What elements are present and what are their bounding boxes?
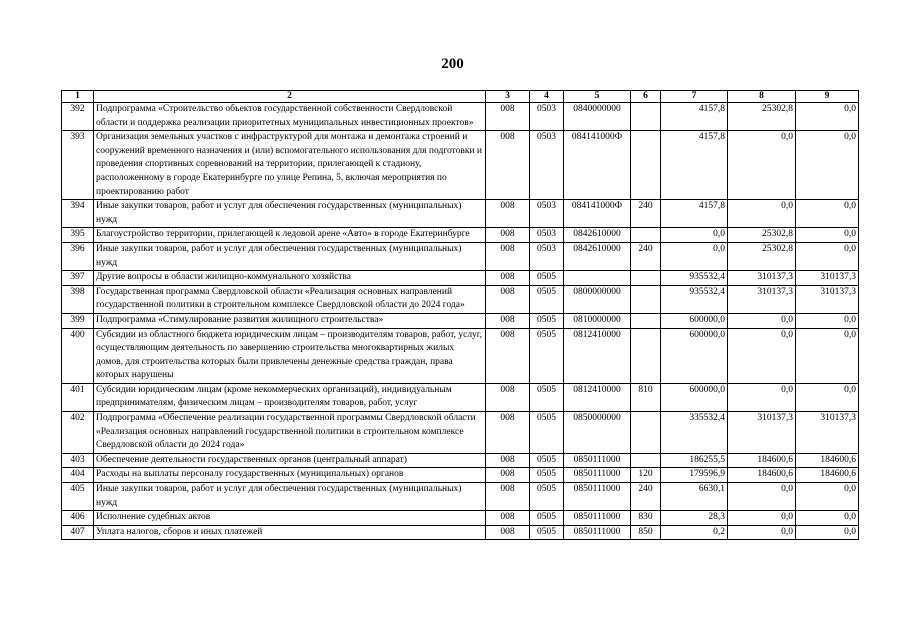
target-code: 0812410000 [564, 328, 631, 383]
section-code: 0505 [530, 313, 564, 328]
section-code: 0505 [530, 383, 564, 411]
row-name: Иные закупки товаров, работ и услуг для обеспечения государственных (муниципальных) нужд [94, 200, 486, 228]
header-col-7: 7 [661, 91, 728, 103]
amount-col-8: 0,0 [728, 131, 796, 200]
amount-col-9: 0,0 [796, 228, 859, 243]
row-number: 394 [62, 200, 94, 228]
amount-col-9: 0,0 [796, 483, 859, 511]
expense-type-code [631, 453, 661, 468]
amount-col-8: 25302,8 [728, 228, 796, 243]
row-number: 402 [62, 412, 94, 454]
table-row [62, 511, 859, 526]
row-name: Исполнение судебных актов [94, 511, 486, 526]
row-number: 403 [62, 453, 94, 468]
table-row [62, 228, 859, 243]
target-code: 0812410000 [564, 383, 631, 411]
row-name: Обеспечение деятельности государственных органов (центральный аппарат) [94, 453, 486, 468]
section-code: 0503 [530, 242, 564, 270]
section-code: 0505 [530, 453, 564, 468]
row-name: Иные закупки товаров, работ и услуг для обеспечения государственных (муниципальных) нужд [94, 483, 486, 511]
header-col-3: 3 [486, 91, 530, 103]
ministry-code: 008 [486, 313, 530, 328]
amount-col-8: 0,0 [728, 313, 796, 328]
row-number: 407 [62, 525, 94, 540]
section-code: 0503 [530, 200, 564, 228]
header-col-8: 8 [728, 91, 796, 103]
target-code: 0850111000 [564, 453, 631, 468]
table-row [62, 271, 859, 286]
target-code: 0800000000 [564, 285, 631, 313]
section-code: 0503 [530, 131, 564, 200]
amount-col-8: 0,0 [728, 525, 796, 540]
row-name: Расходы на выплаты персоналу государственных (муниципальных) органов [94, 468, 486, 483]
section-code: 0503 [530, 103, 564, 131]
section-code: 0505 [530, 468, 564, 483]
amount-col-7: 186255,5 [661, 453, 728, 468]
target-code: 084141000Ф [564, 200, 631, 228]
row-number: 395 [62, 228, 94, 243]
expense-type-code: 850 [631, 525, 661, 540]
amount-col-7: 0,0 [661, 242, 728, 270]
amount-col-7: 6630,1 [661, 483, 728, 511]
amount-col-9: 0,0 [796, 328, 859, 383]
section-code: 0505 [530, 328, 564, 383]
row-name: Благоустройство территории, прилегающей к ледовой арене «Авто» в городе Екатеринбурге [94, 228, 486, 243]
amount-col-9: 0,0 [796, 525, 859, 540]
row-number: 401 [62, 383, 94, 411]
row-name: Другие вопросы в области жилищно-коммунального хозяйства [94, 271, 486, 286]
expense-type-code [631, 285, 661, 313]
table-row [62, 468, 859, 483]
amount-col-8: 0,0 [728, 200, 796, 228]
target-code [564, 271, 631, 286]
amount-col-9: 184600,6 [796, 468, 859, 483]
amount-col-8: 184600,6 [728, 468, 796, 483]
amount-col-8: 310137,3 [728, 285, 796, 313]
header-col-1: 1 [62, 91, 94, 103]
expense-type-code [631, 228, 661, 243]
table-row [62, 383, 859, 411]
amount-col-9: 0,0 [796, 511, 859, 526]
amount-col-7: 935532,4 [661, 271, 728, 286]
table-row [62, 328, 859, 383]
target-code: 0850111000 [564, 525, 631, 540]
budget-table [61, 90, 859, 540]
ministry-code: 008 [486, 383, 530, 411]
section-code: 0505 [530, 511, 564, 526]
table-header-row [62, 91, 859, 103]
amount-col-7: 600000,0 [661, 383, 728, 411]
section-code: 0505 [530, 483, 564, 511]
amount-col-8: 0,0 [728, 483, 796, 511]
ministry-code: 008 [486, 285, 530, 313]
row-name: Уплата налогов, сборов и иных платежей [94, 525, 486, 540]
section-code: 0505 [530, 525, 564, 540]
expense-type-code [631, 412, 661, 454]
row-number: 396 [62, 242, 94, 270]
table-row [62, 525, 859, 540]
ministry-code: 008 [486, 412, 530, 454]
amount-col-8: 25302,8 [728, 242, 796, 270]
ministry-code: 008 [486, 468, 530, 483]
page-number: 200 [441, 56, 464, 72]
header-col-6: 6 [631, 91, 661, 103]
expense-type-code: 830 [631, 511, 661, 526]
table-row [62, 200, 859, 228]
row-name: Субсидии юридическим лицам (кроме некоммерческих организаций), индивидуальным предпринимателям, физическим лицам – производителям товаров, работ, услуг [94, 383, 486, 411]
ministry-code: 008 [486, 525, 530, 540]
target-code: 0850000000 [564, 412, 631, 454]
amount-col-9: 0,0 [796, 242, 859, 270]
ministry-code: 008 [486, 200, 530, 228]
ministry-code: 008 [486, 271, 530, 286]
target-code: 0840000000 [564, 103, 631, 131]
amount-col-9: 310137,3 [796, 271, 859, 286]
amount-col-7: 935532,4 [661, 285, 728, 313]
table-row [62, 453, 859, 468]
table-row [62, 242, 859, 270]
expense-type-code [631, 328, 661, 383]
row-number: 392 [62, 103, 94, 131]
header-col-9: 9 [796, 91, 859, 103]
amount-col-7: 600000,0 [661, 313, 728, 328]
amount-col-8: 0,0 [728, 383, 796, 411]
ministry-code: 008 [486, 242, 530, 270]
expense-type-code: 240 [631, 242, 661, 270]
row-number: 400 [62, 328, 94, 383]
expense-type-code: 810 [631, 383, 661, 411]
amount-col-9: 310137,3 [796, 412, 859, 454]
expense-type-code [631, 131, 661, 200]
row-name: Субсидии из областного бюджета юридическим лицам – производителям товаров, работ, услуг, осуществляющим деятельность по завершению строительства многоквартирных жилых домов, для строительства которых были привлечены денежные средства граждан, права которых нарушены [94, 328, 486, 383]
amount-col-7: 4157,8 [661, 103, 728, 131]
ministry-code: 008 [486, 131, 530, 200]
ministry-code: 008 [486, 453, 530, 468]
header-col-2: 2 [94, 91, 486, 103]
section-code: 0505 [530, 412, 564, 454]
row-number: 406 [62, 511, 94, 526]
table-row [62, 313, 859, 328]
ministry-code: 008 [486, 328, 530, 383]
row-name: Государственная программа Свердловской области «Реализация основных направлений государственной политики в строительном комплексе Свердловской области до 2024 года» [94, 285, 486, 313]
expense-type-code [631, 103, 661, 131]
amount-col-7: 4157,8 [661, 200, 728, 228]
amount-col-7: 4157,8 [661, 131, 728, 200]
row-name: Подпрограмма «Стимулирование развития жилищного строительства» [94, 313, 486, 328]
target-code: 0842610000 [564, 242, 631, 270]
row-number: 393 [62, 131, 94, 200]
amount-col-8: 25302,8 [728, 103, 796, 131]
ministry-code: 008 [486, 511, 530, 526]
row-name: Подпрограмма «Обеспечение реализации государственной программы Свердловской области «Реализация основных направлений государственной политики в строительном комплексе Свердловской области до 2024 года» [94, 412, 486, 454]
section-code: 0503 [530, 228, 564, 243]
amount-col-7: 179596,9 [661, 468, 728, 483]
amount-col-9: 0,0 [796, 131, 859, 200]
expense-type-code [631, 271, 661, 286]
row-name: Подпрограмма «Строительство объектов государственной собственности Свердловской области и поддержка реализации приоритетных муниципальных инвестиционных проектов» [94, 103, 486, 131]
expense-type-code [631, 313, 661, 328]
row-number: 405 [62, 483, 94, 511]
section-code: 0505 [530, 271, 564, 286]
expense-type-code: 240 [631, 200, 661, 228]
row-name: Иные закупки товаров, работ и услуг для обеспечения государственных (муниципальных) нужд [94, 242, 486, 270]
row-number: 397 [62, 271, 94, 286]
amount-col-7: 600000,0 [661, 328, 728, 383]
amount-col-9: 0,0 [796, 103, 859, 131]
amount-col-7: 335532,4 [661, 412, 728, 454]
amount-col-9: 0,0 [796, 383, 859, 411]
amount-col-8: 184600,6 [728, 453, 796, 468]
amount-col-8: 310137,3 [728, 412, 796, 454]
ministry-code: 008 [486, 483, 530, 511]
header-col-5: 5 [564, 91, 631, 103]
amount-col-9: 0,0 [796, 200, 859, 228]
amount-col-9: 184600,6 [796, 453, 859, 468]
amount-col-9: 0,0 [796, 313, 859, 328]
target-code: 0850111000 [564, 468, 631, 483]
target-code: 0850111000 [564, 511, 631, 526]
table-row [62, 285, 859, 313]
table-row [62, 483, 859, 511]
row-number: 404 [62, 468, 94, 483]
row-number: 398 [62, 285, 94, 313]
amount-col-7: 28,3 [661, 511, 728, 526]
row-number: 399 [62, 313, 94, 328]
expense-type-code: 240 [631, 483, 661, 511]
expense-type-code: 120 [631, 468, 661, 483]
ministry-code: 008 [486, 103, 530, 131]
target-code: 0810000000 [564, 313, 631, 328]
section-code: 0505 [530, 285, 564, 313]
table-row [62, 103, 859, 131]
target-code: 084141000Ф [564, 131, 631, 200]
target-code: 0850111000 [564, 483, 631, 511]
amount-col-8: 310137,3 [728, 271, 796, 286]
header-col-4: 4 [530, 91, 564, 103]
amount-col-9: 310137,3 [796, 285, 859, 313]
amount-col-8: 0,0 [728, 511, 796, 526]
amount-col-8: 0,0 [728, 328, 796, 383]
row-name: Организация земельных участков с инфраструктурой для монтажа и демонтажа строений и сооружений временного назначения и (или) вспомогательного использования для подготовки и проведения спортивных соревнований на территории, прилегающей к стадиону, расположенному в городе Екатеринбурге по улице Репина, 5, включая мероприятия по проектированию работ [94, 131, 486, 200]
ministry-code: 008 [486, 228, 530, 243]
amount-col-7: 0,0 [661, 228, 728, 243]
target-code: 0842610000 [564, 228, 631, 243]
table-row [62, 412, 859, 454]
table-row [62, 131, 859, 200]
amount-col-7: 0,2 [661, 525, 728, 540]
